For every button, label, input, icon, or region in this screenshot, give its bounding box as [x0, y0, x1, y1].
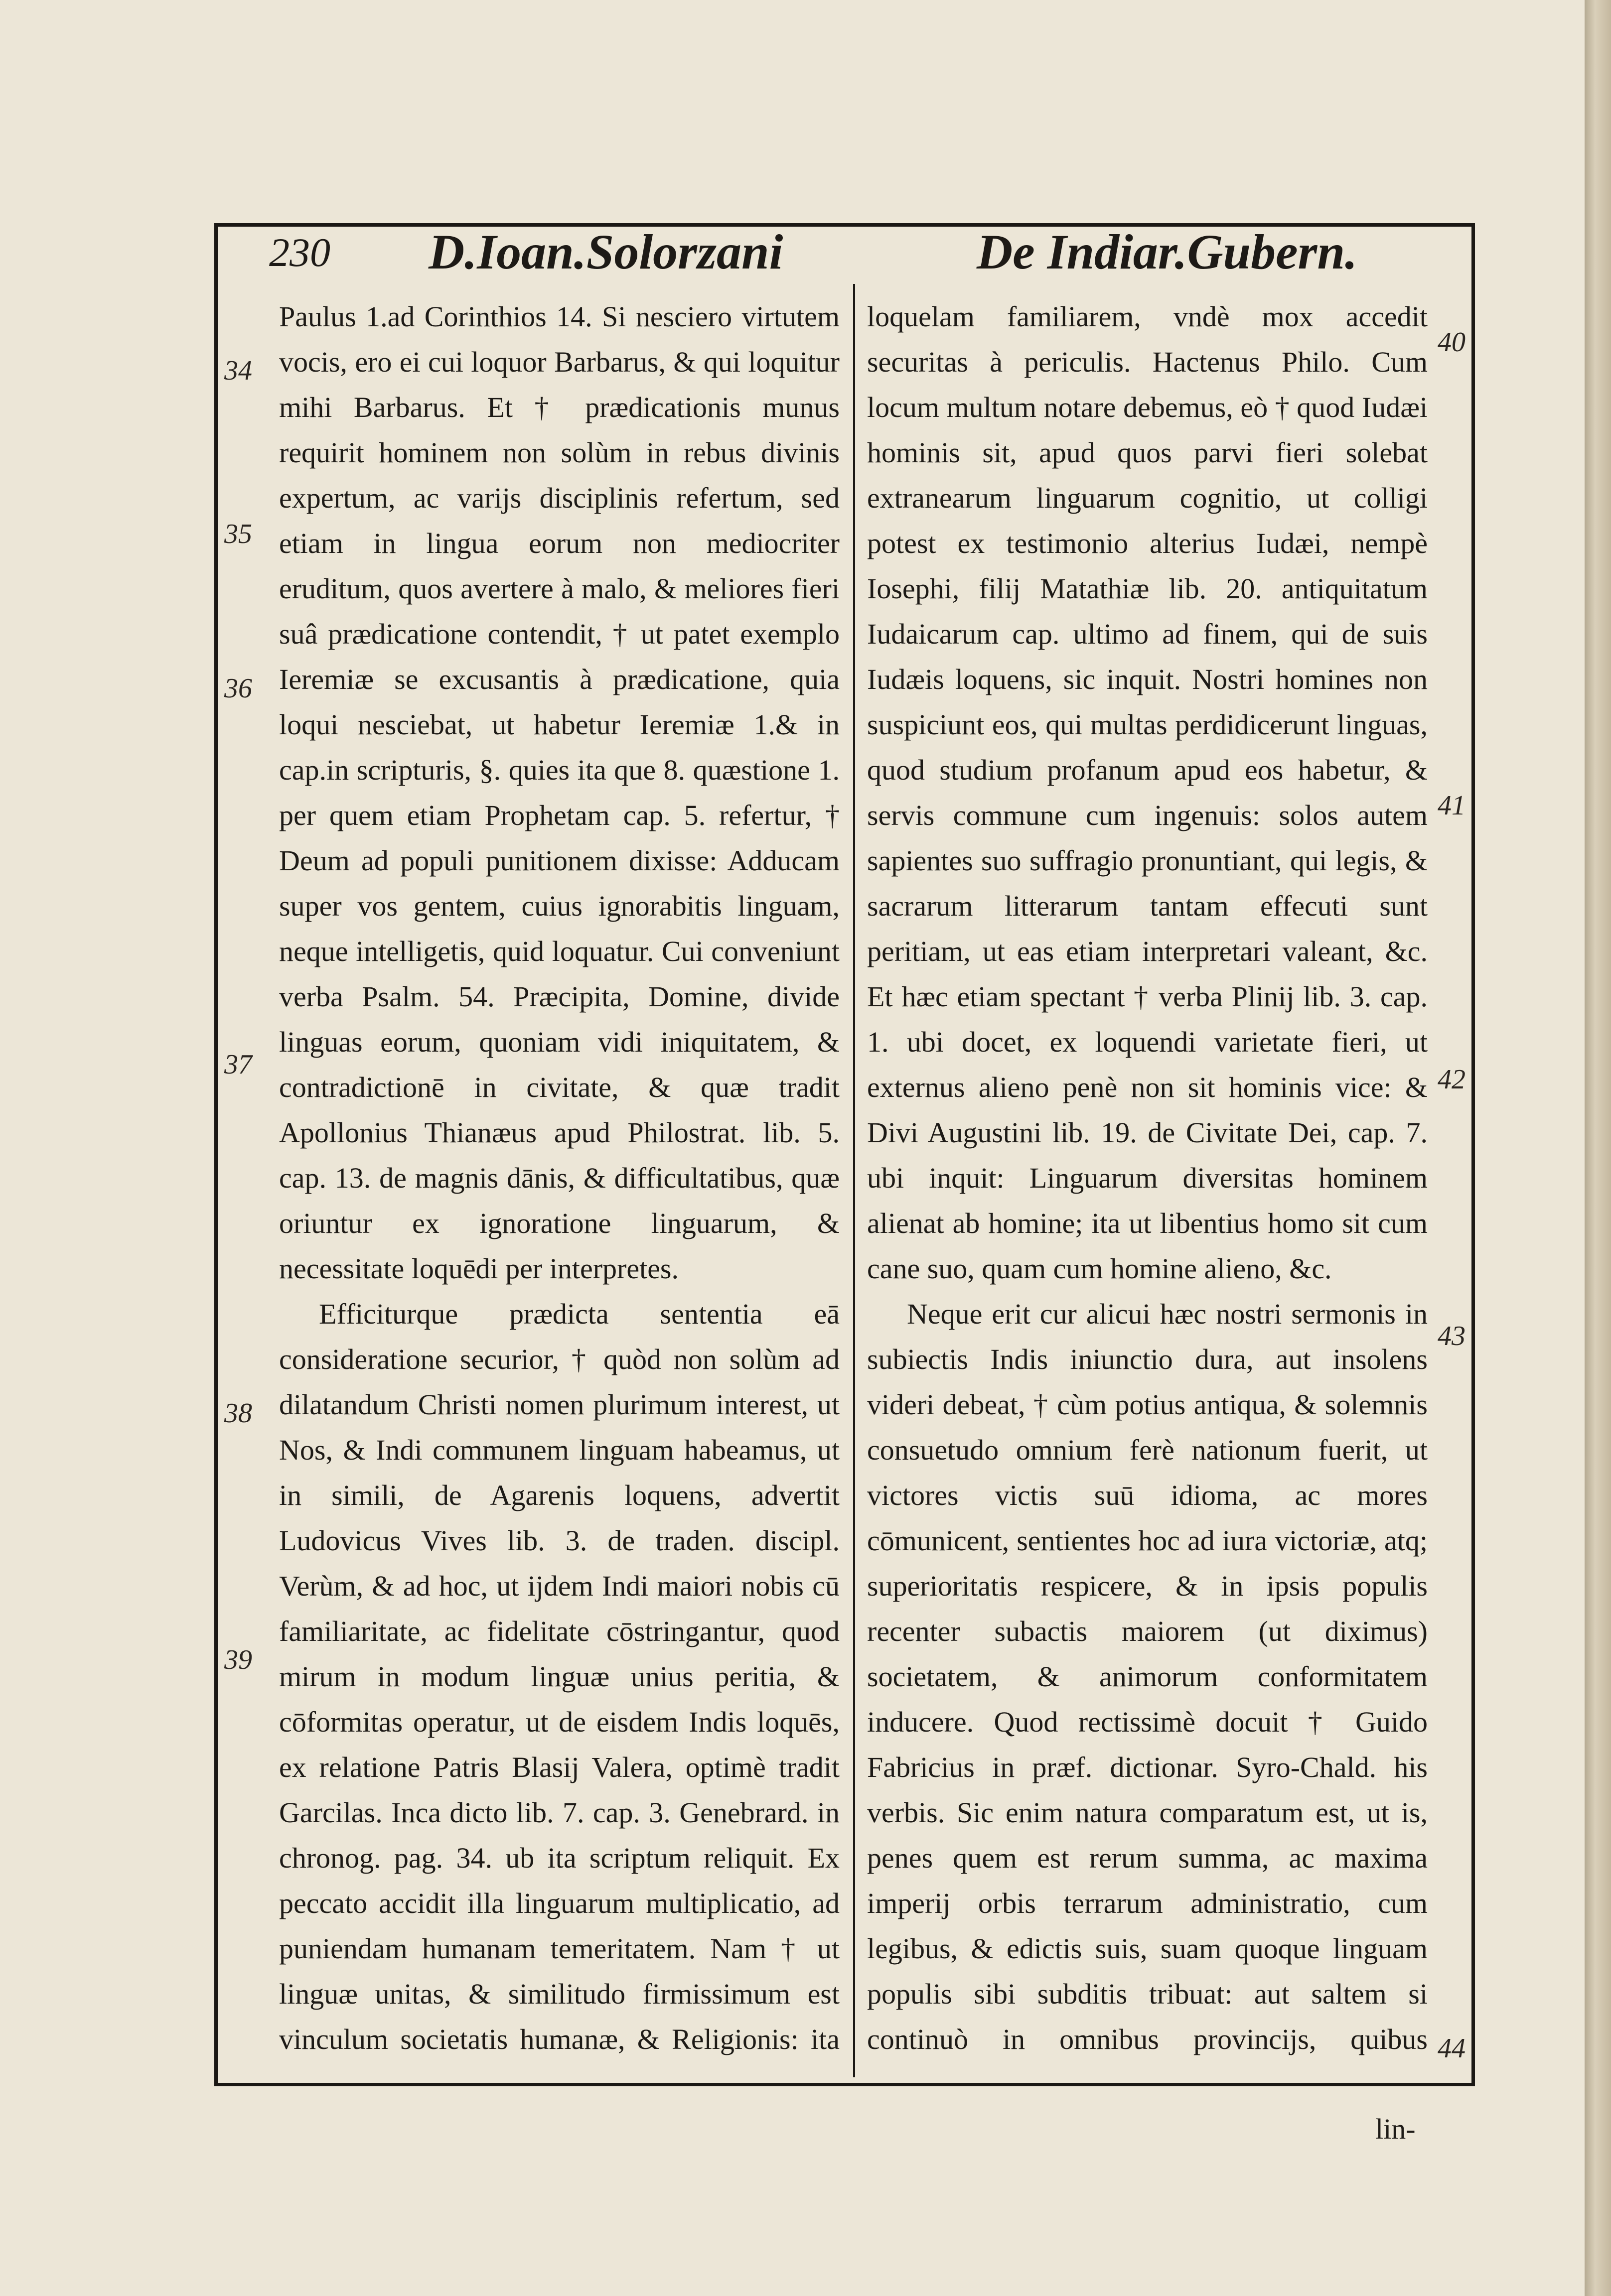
margin-number: 41: [1438, 790, 1465, 821]
margin-number: 36: [224, 673, 252, 704]
catchword: lin-: [1375, 2113, 1416, 2145]
margin-number: 44: [1438, 2033, 1465, 2064]
page-edge: [1585, 0, 1611, 2296]
running-title-author: D.Ioan.Solorzani: [429, 224, 783, 279]
margin-number: 35: [224, 519, 252, 549]
paragraph: Neque erit cur alicui hæc nostri sermonis in subiectis Indis iniunctio dura, aut insolens videri debeat, † cùm potius antiqua, & solemnis consuetudo omnium ferè nationum fuerit, ut victores victis suū idioma, ac mores cōmunicent, sentientes hoc ad iura victoriæ, atq; superioritatis respicere, & in ipsis populis recenter subactis maiorem (ut diximus) societatem, & animorum conformitatem inducere. Quod rectissimè docuit † Guido Fabricius in præf. dictionar. Syro-Chald. his verbis. Sic enim natura comparatum est, ut is, penes quem est rerum summa, ac maxima imperij orbis terrarum administratio, cum legibus, & edictis suis, suam quoque linguam populis sibi subditis tribuat: aut saltem si continuò in omnibus provincijs, quibus: [867, 1298, 1428, 2055]
paragraph: Paulus 1.ad Corinthios 14. Si nesciero virtutem vocis, ero ei cui loquor Barbarus, & qui loquitur mihi Barbarus. Et † prædicationis munus requirit hominem non solùm in rebus divinis expertum, ac varijs disciplinis refertum, sed etiam in lingua eorum non mediocriter eruditum, quos avertere à malo, & meliores fieri suâ prædicatione contendit, † ut patet exemplo Ieremiæ se excusantis à prædicatione, quia loqui nesciebat, ut habetur Ieremiæ 1.& in cap.in scripturis, §. quies ita que 8. quæstione 1. per quem etiam Prophetam cap. 5. refertur, † Deum ad populi punitionem dixisse: Adducam super vos gentem, cuius ignorabitis linguam, neque intelligetis, quid loquatur. Cui conveniunt verba Psalm. 54. Præcipita, Domine, divide linguas eorum, quoniam vidi iniquitatem, & contradictionē in civitate, & quæ tradit Apollonius Thianæus apud Philostrat. lib. 5. cap. 13. de magnis dānis, & difficultatibus, quæ oriuntur ex ignoratione linguarum, & necessitate loquēdi per interpretes.: [279, 300, 840, 1285]
paragraph: loquelam familiarem, vndè mox accedit securitas à periculis. Hactenus Philo. Cum locum multum notare debemus, eò † quod Iudæi hominis sit, apud quos parvi fieri solebat extranearum linguarum cognitio, ut colligi potest ex testimonio alterius Iudæi, nempè Iosephi, filij Matathiæ lib. 20. antiquitatum Iudaicarum cap. ultimo ad finem, qui de suis Iudæis loquens, sic inquit. Nostri homines non suspiciunt eos, qui multas perdidicerunt linguas, quod studium profanum apud eos habetur, & servis commune cum ingenuis: solos autem sapientes suo suffragio pronuntiant, qui legis, & sacrarum litterarum tantam effecuti sunt peritiam, ut eas etiam interpretari valeant, &c. Et hæc etiam spectant † verba Plinij lib. 3. cap. 1. ubi docet, ex loquendi varietate fieri, ut externus alieno penè non sit hominis vice: & Divi Augustini lib. 19. de Civitate Dei, cap. 7. ubi inquit: Linguarum diversitas hominem alienat ab homine; ita ut libentius homo sit cum cane suo, quam cum homine alieno, &c.: [867, 300, 1428, 1285]
paragraph: Efficiturque prædicta sententia eā consideratione securior, † quòd non solùm ad dilatandum Christi nomen plurimum interest, ut Nos, & Indi communem linguam habeamus, ut in simili, de Agarenis loquens, advertit Ludovicus Vives lib. 3. de traden. discipl. Verùm, & ad hoc, ut ijdem Indi maiori nobis cū familiaritate, ac fidelitate cōstringantur, quod mirum in modum linguæ unius peritia, & cōformitas operatur, ut de eisdem Indis loquēs, ex relatione Patris Blasij Valera, optimè tradit Garcilas. Inca dicto lib. 7. cap. 3. Genebrard. in chronog. pag. 34. ub ita scriptum reliquit. Ex peccato accidit illa linguarum multiplicatio, ad puniendam humanam temeritatem. Nam † ut linguæ unitas, & similitudo firmissimum est vinculum societatis humanæ, & Religionis: ita: [279, 1298, 840, 2055]
column-rule: [853, 284, 855, 2077]
right-column: [867, 294, 1428, 2067]
margin-number: 39: [224, 1644, 252, 1675]
margin-number: 43: [1438, 1321, 1465, 1351]
folio-number: 230: [269, 230, 330, 275]
margin-number: 38: [224, 1398, 252, 1429]
margin-number: 34: [224, 355, 252, 386]
margin-number: 40: [1438, 327, 1465, 358]
running-title-work: De Indiar.Gubern.: [977, 224, 1358, 279]
left-column: [279, 294, 840, 2067]
margin-number: 42: [1438, 1064, 1465, 1095]
running-header: [214, 219, 1475, 284]
margin-number: 37: [224, 1049, 252, 1080]
